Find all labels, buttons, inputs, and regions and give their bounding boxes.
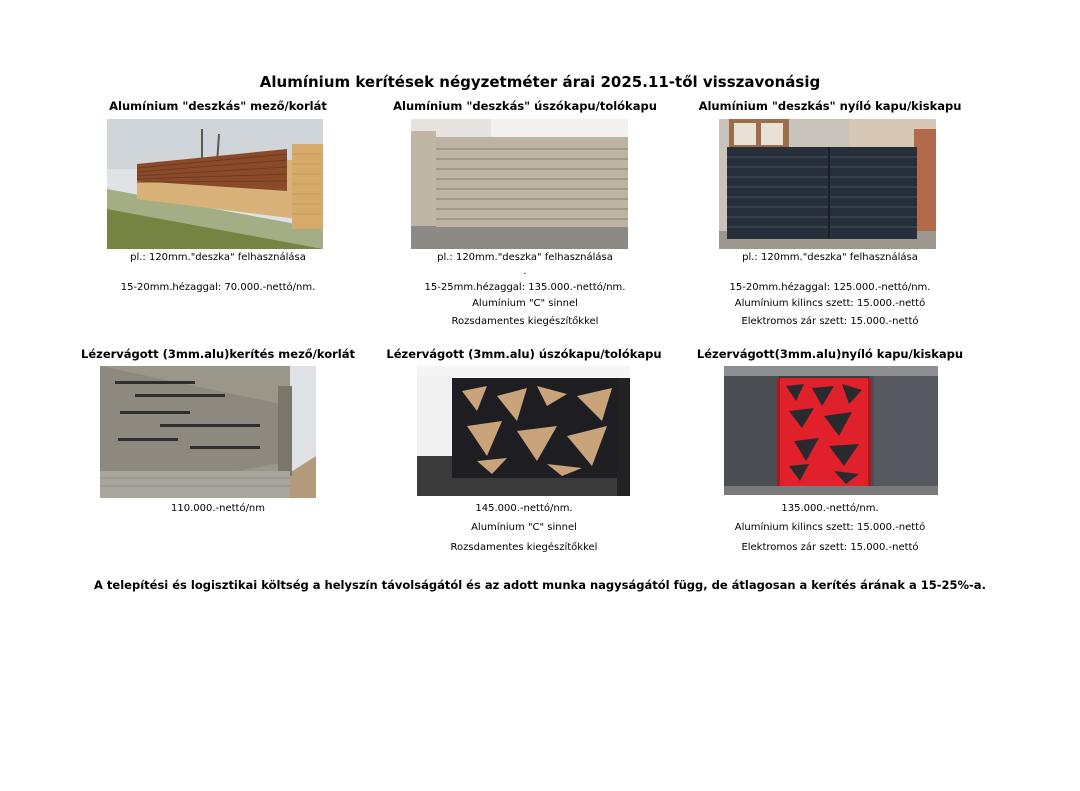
product-3-photo (719, 119, 936, 249)
product-4-heading: Lézervágott (3mm.alu)kerítés mező/korlát (80, 347, 356, 361)
product-2-caption-3: 15-25mm.hézaggal: 135.000.-nettó/nm. (424, 282, 626, 293)
product-2-caption-2: . (523, 266, 527, 277)
page-title: Alumínium kerítések négyzetméter árai 2025.11-től visszavonásig (259, 73, 821, 91)
footer-note: A telepítési és logisztikai költség a helyszín távolságától és az adott munka nagyságától függ, de átlagosan a kerítés árának a 15-25%-a. (94, 578, 986, 592)
product-2-caption-5: Rozsdamentes kiegészítőkkel (451, 316, 599, 327)
product-3-caption-4: Elektromos zár szett: 15.000.-nettó (741, 316, 919, 327)
product-6-photo (724, 366, 938, 495)
product-6-caption-1: 135.000.-nettó/nm. (781, 503, 879, 514)
product-6-heading: Lézervágott(3mm.alu)nyíló kapu/kiskapu (696, 347, 964, 361)
product-1-heading: Alumínium "deszkás" mező/korlát (109, 99, 327, 113)
product-4-photo (100, 366, 316, 498)
product-4-caption-1: 110.000.-nettó/nm (170, 503, 266, 514)
product-1-caption-2: 15-20mm.hézaggal: 70.000.-nettó/nm. (120, 282, 316, 293)
product-1-photo (107, 119, 323, 249)
product-6-caption-3: Elektromos zár szett: 15.000.-nettó (741, 542, 919, 553)
product-1-caption-1: pl.: 120mm."deszka" felhasználása (130, 252, 306, 263)
product-5-photo (417, 366, 630, 496)
product-2-caption-4: Alumínium "C" sinnel (472, 298, 578, 309)
product-5-heading: Lézervágott (3mm.alu) úszókapu/tolókapu (386, 347, 662, 361)
product-3-caption-2: 15-20mm.hézaggal: 125.000.-nettó/nm. (729, 282, 931, 293)
product-5-caption-3: Rozsdamentes kiegészítőkkel (450, 542, 598, 553)
product-6-caption-2: Alumínium kilincs szett: 15.000.-nettó (734, 522, 926, 533)
product-5-caption-2: Alumínium "C" sinnel (471, 522, 577, 533)
product-2-photo (411, 119, 628, 249)
product-3-caption-1: pl.: 120mm."deszka" felhasználása (742, 252, 918, 263)
product-2-caption-1: pl.: 120mm."deszka" felhasználása (437, 252, 613, 263)
product-5-caption-1: 145.000.-nettó/nm. (475, 503, 573, 514)
product-3-caption-3: Alumínium kilincs szett: 15.000.-nettó (734, 298, 926, 309)
product-3-heading: Alumínium "deszkás" nyíló kapu/kiskapu (698, 99, 962, 113)
product-2-heading: Alumínium "deszkás" úszókapu/tolókapu (393, 99, 657, 113)
